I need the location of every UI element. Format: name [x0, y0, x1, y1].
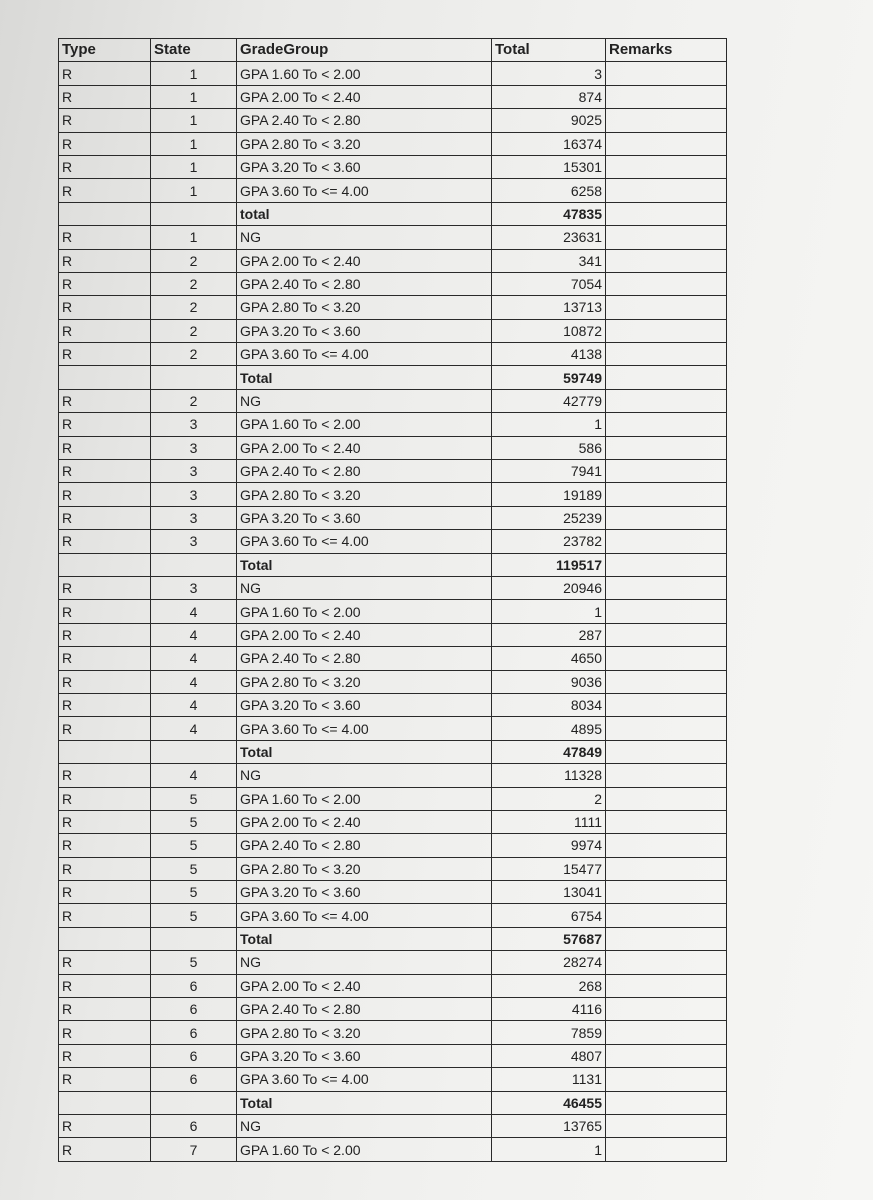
cell-gradegroup: Total — [237, 927, 492, 950]
cell-state: 3 — [151, 530, 237, 553]
cell-type: R — [59, 951, 151, 974]
cell-remarks — [606, 460, 727, 483]
cell-state: 6 — [151, 1021, 237, 1044]
cell-state: 6 — [151, 974, 237, 997]
cell-total: 6754 — [492, 904, 606, 927]
cell-remarks — [606, 1091, 727, 1114]
cell-total: 2 — [492, 787, 606, 810]
cell-total: 6258 — [492, 179, 606, 202]
cell-type: R — [59, 85, 151, 108]
cell-type: R — [59, 1138, 151, 1161]
cell-remarks — [606, 343, 727, 366]
table-row — [59, 179, 727, 202]
cell-type: R — [59, 623, 151, 646]
cell-type: R — [59, 810, 151, 833]
cell-gradegroup: GPA 2.00 To < 2.40 — [237, 623, 492, 646]
cell-state: 5 — [151, 881, 237, 904]
cell-remarks — [606, 249, 727, 272]
cell-type: R — [59, 483, 151, 506]
cell-gradegroup: GPA 3.20 To < 3.60 — [237, 155, 492, 178]
cell-total: 47849 — [492, 740, 606, 763]
cell-state: 5 — [151, 834, 237, 857]
cell-total: 42779 — [492, 389, 606, 412]
cell-remarks — [606, 764, 727, 787]
cell-gradegroup: GPA 2.40 To < 2.80 — [237, 647, 492, 670]
grade-summary-table — [58, 38, 727, 1162]
cell-remarks — [606, 319, 727, 342]
header-row — [59, 39, 727, 62]
cell-total: 47835 — [492, 202, 606, 225]
cell-type — [59, 202, 151, 225]
cell-gradegroup: GPA 1.60 To < 2.00 — [237, 787, 492, 810]
header-type: Type — [59, 39, 151, 62]
cell-type: R — [59, 904, 151, 927]
cell-remarks — [606, 109, 727, 132]
cell-remarks — [606, 857, 727, 880]
cell-gradegroup: Total — [237, 1091, 492, 1114]
cell-remarks — [606, 296, 727, 319]
cell-state: 2 — [151, 389, 237, 412]
cell-state: 4 — [151, 764, 237, 787]
table-row — [59, 530, 727, 553]
cell-type: R — [59, 460, 151, 483]
cell-state: 3 — [151, 436, 237, 459]
cell-type: R — [59, 647, 151, 670]
cell-type: R — [59, 670, 151, 693]
cell-gradegroup: GPA 3.20 To < 3.60 — [237, 506, 492, 529]
cell-state: 5 — [151, 951, 237, 974]
cell-type: R — [59, 1021, 151, 1044]
cell-state: 3 — [151, 460, 237, 483]
cell-type: R — [59, 296, 151, 319]
cell-state: 4 — [151, 647, 237, 670]
cell-gradegroup: GPA 2.80 To < 3.20 — [237, 483, 492, 506]
cell-state: 4 — [151, 693, 237, 716]
cell-remarks — [606, 693, 727, 716]
cell-state: 4 — [151, 717, 237, 740]
cell-state — [151, 927, 237, 950]
table-row — [59, 506, 727, 529]
cell-gradegroup: GPA 2.00 To < 2.40 — [237, 436, 492, 459]
cell-total: 4807 — [492, 1044, 606, 1067]
cell-gradegroup: NG — [237, 389, 492, 412]
cell-gradegroup: GPA 3.60 To <= 4.00 — [237, 343, 492, 366]
cell-remarks — [606, 85, 727, 108]
cell-type: R — [59, 155, 151, 178]
cell-type: R — [59, 62, 151, 85]
cell-gradegroup: GPA 3.20 To < 3.60 — [237, 693, 492, 716]
cell-state — [151, 740, 237, 763]
subtotal-row — [59, 553, 727, 576]
table-row — [59, 647, 727, 670]
cell-gradegroup: Total — [237, 740, 492, 763]
cell-gradegroup: GPA 2.00 To < 2.40 — [237, 974, 492, 997]
cell-gradegroup: GPA 3.60 To <= 4.00 — [237, 717, 492, 740]
cell-remarks — [606, 647, 727, 670]
cell-remarks — [606, 389, 727, 412]
cell-type: R — [59, 787, 151, 810]
cell-type — [59, 927, 151, 950]
cell-state: 5 — [151, 810, 237, 833]
cell-remarks — [606, 179, 727, 202]
cell-gradegroup: NG — [237, 951, 492, 974]
cell-gradegroup: GPA 3.20 To < 3.60 — [237, 881, 492, 904]
cell-state: 4 — [151, 623, 237, 646]
cell-remarks — [606, 927, 727, 950]
cell-total: 13041 — [492, 881, 606, 904]
cell-type — [59, 1091, 151, 1114]
cell-total: 1 — [492, 600, 606, 623]
cell-total: 20946 — [492, 576, 606, 599]
cell-remarks — [606, 226, 727, 249]
cell-state: 6 — [151, 1044, 237, 1067]
cell-total: 287 — [492, 623, 606, 646]
cell-type: R — [59, 834, 151, 857]
cell-total: 1131 — [492, 1068, 606, 1091]
cell-type: R — [59, 319, 151, 342]
table-row — [59, 1114, 727, 1137]
cell-remarks — [606, 1044, 727, 1067]
cell-state: 3 — [151, 413, 237, 436]
cell-gradegroup: GPA 2.40 To < 2.80 — [237, 272, 492, 295]
cell-total: 7054 — [492, 272, 606, 295]
cell-state: 7 — [151, 1138, 237, 1161]
cell-gradegroup: GPA 3.60 To <= 4.00 — [237, 530, 492, 553]
cell-state: 1 — [151, 179, 237, 202]
cell-state — [151, 202, 237, 225]
cell-gradegroup: NG — [237, 1114, 492, 1137]
cell-type: R — [59, 413, 151, 436]
cell-state: 1 — [151, 155, 237, 178]
table-row — [59, 576, 727, 599]
cell-type: R — [59, 179, 151, 202]
cell-gradegroup: GPA 2.40 To < 2.80 — [237, 998, 492, 1021]
subtotal-row — [59, 927, 727, 950]
cell-remarks — [606, 810, 727, 833]
cell-total: 23631 — [492, 226, 606, 249]
cell-total: 13713 — [492, 296, 606, 319]
cell-gradegroup: GPA 2.40 To < 2.80 — [237, 460, 492, 483]
cell-total: 57687 — [492, 927, 606, 950]
cell-total: 28274 — [492, 951, 606, 974]
cell-total: 1 — [492, 1138, 606, 1161]
header-total: Total — [492, 39, 606, 62]
cell-state: 4 — [151, 670, 237, 693]
table-row — [59, 881, 727, 904]
cell-remarks — [606, 670, 727, 693]
cell-gradegroup: GPA 2.80 To < 3.20 — [237, 670, 492, 693]
table-row — [59, 600, 727, 623]
cell-total: 25239 — [492, 506, 606, 529]
cell-type: R — [59, 1044, 151, 1067]
table-row — [59, 483, 727, 506]
cell-remarks — [606, 881, 727, 904]
table-row — [59, 810, 727, 833]
cell-remarks — [606, 787, 727, 810]
cell-total: 4116 — [492, 998, 606, 1021]
cell-remarks — [606, 740, 727, 763]
cell-total: 15477 — [492, 857, 606, 880]
table-row — [59, 436, 727, 459]
cell-remarks — [606, 1068, 727, 1091]
header-state: State — [151, 39, 237, 62]
cell-state: 2 — [151, 272, 237, 295]
table-row — [59, 296, 727, 319]
cell-type: R — [59, 436, 151, 459]
cell-gradegroup: GPA 1.60 To < 2.00 — [237, 413, 492, 436]
header-remarks: Remarks — [606, 39, 727, 62]
cell-remarks — [606, 530, 727, 553]
cell-state: 1 — [151, 85, 237, 108]
table-row — [59, 460, 727, 483]
cell-remarks — [606, 506, 727, 529]
cell-remarks — [606, 623, 727, 646]
cell-total: 874 — [492, 85, 606, 108]
table-row — [59, 834, 727, 857]
cell-total: 15301 — [492, 155, 606, 178]
cell-state: 4 — [151, 600, 237, 623]
subtotal-row — [59, 366, 727, 389]
cell-total: 9974 — [492, 834, 606, 857]
cell-remarks — [606, 272, 727, 295]
cell-gradegroup: GPA 3.60 To <= 4.00 — [237, 904, 492, 927]
cell-total: 341 — [492, 249, 606, 272]
cell-type: R — [59, 226, 151, 249]
subtotal-row — [59, 1091, 727, 1114]
cell-gradegroup: GPA 2.40 To < 2.80 — [237, 834, 492, 857]
cell-gradegroup: GPA 3.60 To <= 4.00 — [237, 179, 492, 202]
cell-type — [59, 366, 151, 389]
cell-total: 10872 — [492, 319, 606, 342]
table-row — [59, 857, 727, 880]
cell-remarks — [606, 576, 727, 599]
cell-type: R — [59, 109, 151, 132]
table-row — [59, 413, 727, 436]
cell-type: R — [59, 600, 151, 623]
cell-type: R — [59, 389, 151, 412]
cell-gradegroup: GPA 2.80 To < 3.20 — [237, 296, 492, 319]
cell-total: 8034 — [492, 693, 606, 716]
cell-type: R — [59, 530, 151, 553]
cell-type: R — [59, 343, 151, 366]
cell-gradegroup: NG — [237, 764, 492, 787]
cell-state: 3 — [151, 506, 237, 529]
cell-total: 9036 — [492, 670, 606, 693]
cell-state — [151, 553, 237, 576]
cell-type: R — [59, 998, 151, 1021]
cell-remarks — [606, 974, 727, 997]
cell-remarks — [606, 155, 727, 178]
cell-remarks — [606, 366, 727, 389]
cell-type: R — [59, 693, 151, 716]
cell-state: 1 — [151, 62, 237, 85]
table-row — [59, 974, 727, 997]
cell-gradegroup: NG — [237, 576, 492, 599]
cell-state: 6 — [151, 1114, 237, 1137]
cell-total: 4895 — [492, 717, 606, 740]
cell-gradegroup: GPA 3.60 To <= 4.00 — [237, 1068, 492, 1091]
table-row — [59, 132, 727, 155]
table-row — [59, 319, 727, 342]
cell-type: R — [59, 1114, 151, 1137]
cell-state: 3 — [151, 576, 237, 599]
table-row — [59, 951, 727, 974]
table-row — [59, 226, 727, 249]
cell-gradegroup: Total — [237, 366, 492, 389]
table-row — [59, 693, 727, 716]
table-row — [59, 389, 727, 412]
cell-state — [151, 1091, 237, 1114]
cell-total: 23782 — [492, 530, 606, 553]
cell-type: R — [59, 506, 151, 529]
cell-gradegroup: NG — [237, 226, 492, 249]
cell-gradegroup: total — [237, 202, 492, 225]
table-row — [59, 670, 727, 693]
table-row — [59, 343, 727, 366]
cell-total: 19189 — [492, 483, 606, 506]
cell-remarks — [606, 998, 727, 1021]
cell-gradegroup: GPA 2.00 To < 2.40 — [237, 249, 492, 272]
cell-state: 5 — [151, 904, 237, 927]
cell-type — [59, 553, 151, 576]
cell-state — [151, 366, 237, 389]
cell-remarks — [606, 483, 727, 506]
cell-type: R — [59, 1068, 151, 1091]
cell-remarks — [606, 717, 727, 740]
table-row — [59, 155, 727, 178]
cell-type: R — [59, 764, 151, 787]
cell-total: 1111 — [492, 810, 606, 833]
cell-type: R — [59, 132, 151, 155]
table-row — [59, 1044, 727, 1067]
cell-total: 268 — [492, 974, 606, 997]
cell-remarks — [606, 1114, 727, 1137]
table-row — [59, 1138, 727, 1161]
table-row — [59, 998, 727, 1021]
cell-total: 13765 — [492, 1114, 606, 1137]
table-row — [59, 717, 727, 740]
table-row — [59, 62, 727, 85]
cell-gradegroup: GPA 2.80 To < 3.20 — [237, 1021, 492, 1044]
cell-total: 4138 — [492, 343, 606, 366]
cell-type: R — [59, 717, 151, 740]
cell-type: R — [59, 249, 151, 272]
table-row — [59, 787, 727, 810]
cell-gradegroup: GPA 1.60 To < 2.00 — [237, 1138, 492, 1161]
cell-remarks — [606, 834, 727, 857]
cell-total: 4650 — [492, 647, 606, 670]
cell-remarks — [606, 132, 727, 155]
table-row — [59, 109, 727, 132]
cell-type: R — [59, 974, 151, 997]
subtotal-row — [59, 202, 727, 225]
cell-state: 2 — [151, 319, 237, 342]
cell-state: 5 — [151, 787, 237, 810]
table-row — [59, 1021, 727, 1044]
table-row — [59, 623, 727, 646]
cell-type: R — [59, 881, 151, 904]
cell-gradegroup: GPA 2.00 To < 2.40 — [237, 810, 492, 833]
subtotal-row — [59, 740, 727, 763]
cell-total: 59749 — [492, 366, 606, 389]
cell-remarks — [606, 62, 727, 85]
cell-gradegroup: GPA 2.80 To < 3.20 — [237, 132, 492, 155]
table-row — [59, 904, 727, 927]
header-gradegroup: GradeGroup — [237, 39, 492, 62]
cell-remarks — [606, 951, 727, 974]
cell-total: 9025 — [492, 109, 606, 132]
cell-state: 6 — [151, 1068, 237, 1091]
cell-state: 2 — [151, 249, 237, 272]
table-row — [59, 1068, 727, 1091]
cell-remarks — [606, 1021, 727, 1044]
cell-remarks — [606, 1138, 727, 1161]
cell-remarks — [606, 202, 727, 225]
cell-state: 2 — [151, 343, 237, 366]
table-body — [59, 62, 727, 1161]
cell-type: R — [59, 272, 151, 295]
cell-gradegroup: GPA 3.20 To < 3.60 — [237, 1044, 492, 1067]
cell-total: 7941 — [492, 460, 606, 483]
cell-gradegroup: Total — [237, 553, 492, 576]
table-row — [59, 85, 727, 108]
cell-gradegroup: GPA 1.60 To < 2.00 — [237, 600, 492, 623]
cell-state: 3 — [151, 483, 237, 506]
cell-total: 11328 — [492, 764, 606, 787]
cell-gradegroup: GPA 2.00 To < 2.40 — [237, 85, 492, 108]
cell-gradegroup: GPA 3.20 To < 3.60 — [237, 319, 492, 342]
cell-state: 5 — [151, 857, 237, 880]
cell-total: 586 — [492, 436, 606, 459]
cell-state: 1 — [151, 109, 237, 132]
cell-total: 7859 — [492, 1021, 606, 1044]
table-row — [59, 249, 727, 272]
cell-type: R — [59, 857, 151, 880]
cell-state: 1 — [151, 132, 237, 155]
cell-gradegroup: GPA 2.40 To < 2.80 — [237, 109, 492, 132]
table-row — [59, 272, 727, 295]
cell-remarks — [606, 600, 727, 623]
cell-remarks — [606, 904, 727, 927]
cell-state: 1 — [151, 226, 237, 249]
cell-total: 16374 — [492, 132, 606, 155]
table-row — [59, 764, 727, 787]
cell-remarks — [606, 436, 727, 459]
cell-remarks — [606, 553, 727, 576]
cell-total: 3 — [492, 62, 606, 85]
cell-gradegroup: GPA 2.80 To < 3.20 — [237, 857, 492, 880]
cell-type — [59, 740, 151, 763]
cell-state: 2 — [151, 296, 237, 319]
cell-total: 119517 — [492, 553, 606, 576]
cell-total: 1 — [492, 413, 606, 436]
cell-state: 6 — [151, 998, 237, 1021]
cell-gradegroup: GPA 1.60 To < 2.00 — [237, 62, 492, 85]
cell-type: R — [59, 576, 151, 599]
cell-remarks — [606, 413, 727, 436]
cell-total: 46455 — [492, 1091, 606, 1114]
